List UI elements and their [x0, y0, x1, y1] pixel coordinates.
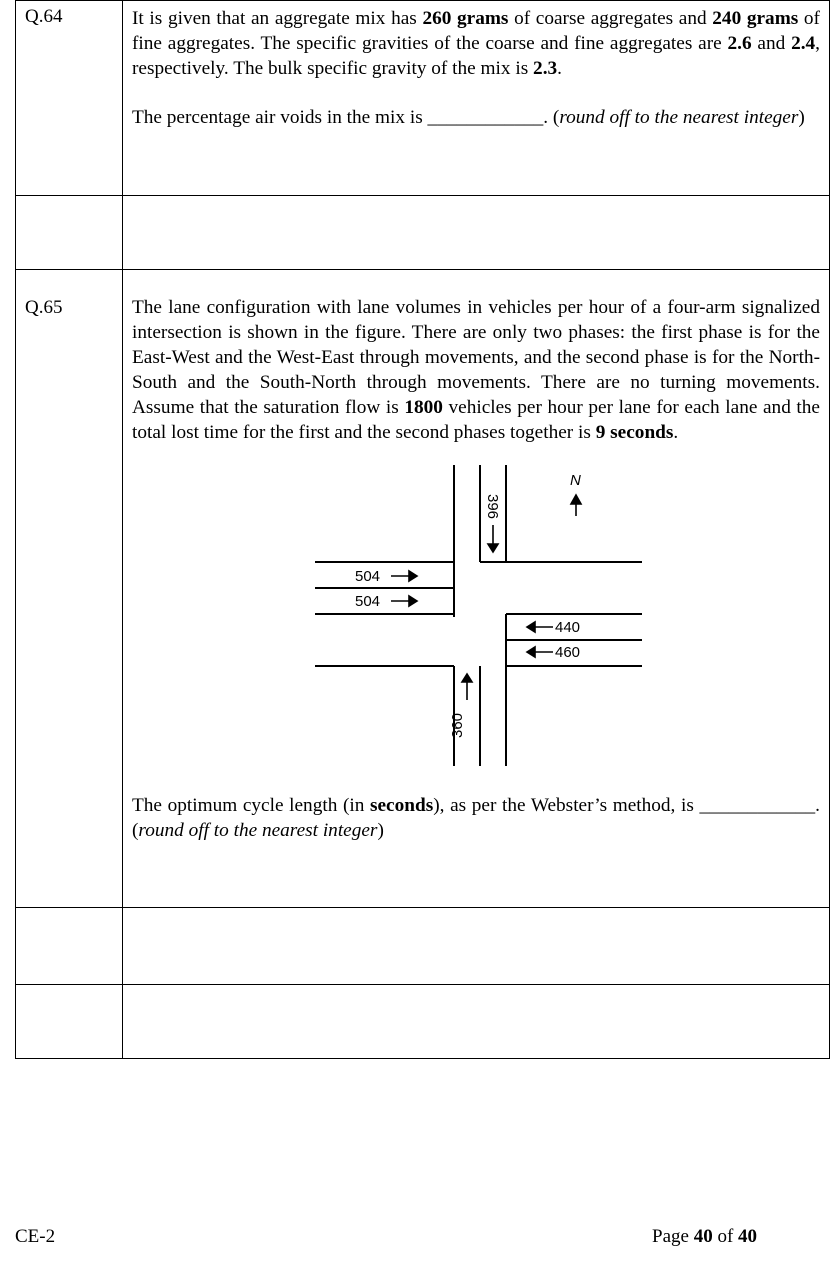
intersection-figure [315, 465, 655, 771]
answer-row [16, 985, 830, 1059]
question-body [123, 1, 830, 196]
intersection-diagram [315, 465, 655, 771]
south-lane-volume: 360 [449, 712, 466, 738]
question-table [15, 0, 830, 1059]
question-prompt: The optimum cycle length (in seconds), as per the Webster’s method, is ____________. (round off to the nearest integer) [132, 795, 820, 841]
north-lane-volume: 396 [484, 494, 501, 520]
question-row-q64 [16, 1, 830, 196]
question-text: The lane configuration with lane volumes in vehicles per hour of a four-arm signalized intersection is shown in the figure. There are only two phases: the first phase is for the East-West and the West-East through movements, and the second phase is for the North-South and the South-North through movements. There are no turning movements. Assume that the saturation flow is 1800 vehicles per hour per lane for each lane and the total lost time for the first and the second phases together is 9 seconds. [132, 297, 820, 443]
page-number: Page 40 of 40 [652, 1226, 758, 1247]
question-text: It is given that an aggregate mix has 260 grams of coarse aggregates and 240 grams of fine aggregates. The specific gravities of the coarse and fine aggregates are 2.6 and 2.4, respectively. The bulk specific gravity of the mix is 2.3. [132, 8, 820, 79]
question-number: Q.64 [16, 1, 123, 196]
question-prompt: The percentage air voids in the mix is ____________. (round off to the nearest integer) [132, 107, 805, 128]
answer-row [16, 196, 830, 270]
east-lane-2-volume: 460 [555, 644, 581, 661]
west-lane-2-volume: 504 [355, 593, 381, 610]
west-lane-1-volume: 504 [355, 568, 381, 585]
east-lane-1-volume: 440 [555, 619, 581, 636]
question-number: Q.65 [16, 270, 123, 908]
paper-code: CE-2 [15, 1226, 56, 1247]
question-body [123, 270, 830, 908]
question-row-q65 [16, 270, 830, 908]
north-label: N [570, 472, 581, 489]
answer-row [16, 908, 830, 985]
